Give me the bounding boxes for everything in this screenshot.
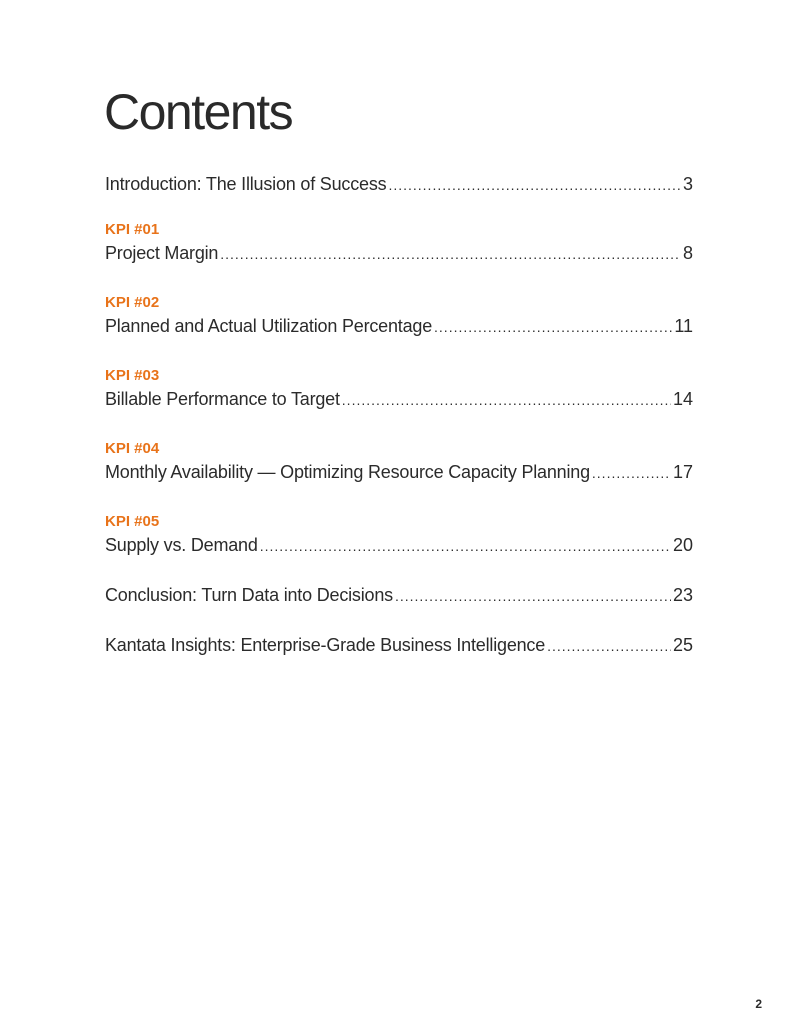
toc-line: [105, 532, 693, 558]
toc-entry-title: Supply vs. Demand: [105, 535, 258, 555]
toc-entry-kpi-01[interactable]: [105, 221, 693, 266]
kpi-label: KPI #05: [105, 513, 160, 530]
toc-entry-title: Introduction: The Illusion of Success: [105, 174, 387, 194]
toc-entry-kpi-02[interactable]: [105, 294, 693, 339]
toc-entry-title: Conclusion: Turn Data into Decisions: [105, 585, 393, 605]
toc-entry-page: 25: [672, 635, 693, 655]
page-title: Contents: [104, 84, 293, 140]
toc-entry-page: 20: [672, 535, 693, 555]
dot-leader: [342, 387, 671, 413]
table-of-contents: [105, 171, 693, 658]
toc-entry-page: 14: [672, 389, 693, 409]
toc-entry-title: Kantata Insights: Enterprise-Grade Business Intelligence: [105, 635, 546, 655]
kpi-label: KPI #02: [105, 294, 160, 311]
kpi-label: KPI #03: [105, 367, 160, 384]
toc-entry-title: Monthly Availability — Optimizing Resource Capacity Planning: [105, 462, 590, 482]
dot-leader: [260, 533, 671, 559]
kpi-label: KPI #01: [105, 221, 160, 238]
dot-leader: [388, 172, 681, 198]
toc-entry-page: 3: [682, 174, 693, 194]
toc-entry-page: 17: [672, 462, 693, 482]
toc-entry-kpi-04[interactable]: [105, 440, 693, 485]
toc-entry-kantata-insights[interactable]: [105, 632, 693, 658]
toc-entry-kpi-05[interactable]: [105, 513, 693, 558]
toc-entry-introduction[interactable]: [105, 171, 693, 197]
dot-leader: [434, 314, 672, 340]
toc-entry-title: Project Margin: [105, 243, 219, 263]
toc-entry-title: Planned and Actual Utilization Percentage: [105, 316, 433, 336]
toc-line: [105, 632, 693, 658]
dot-leader: [220, 241, 681, 267]
toc-entry-page: 11: [674, 316, 693, 336]
toc-line: [105, 582, 693, 608]
kpi-label: KPI #04: [105, 440, 160, 457]
dot-leader: [395, 583, 671, 609]
page-number: 2: [755, 997, 762, 1011]
toc-entry-page: 23: [672, 585, 693, 605]
toc-entry-title: Billable Performance to Target: [105, 389, 340, 409]
toc-line: [105, 171, 693, 197]
toc-line: [105, 313, 693, 339]
dot-leader: [547, 633, 671, 659]
toc-line: [105, 386, 693, 412]
toc-line: [105, 459, 693, 485]
toc-entry-page: 8: [682, 243, 693, 263]
toc-line: [105, 240, 693, 266]
toc-entry-kpi-03[interactable]: [105, 367, 693, 412]
toc-entry-conclusion[interactable]: [105, 582, 693, 608]
dot-leader: [592, 460, 671, 486]
